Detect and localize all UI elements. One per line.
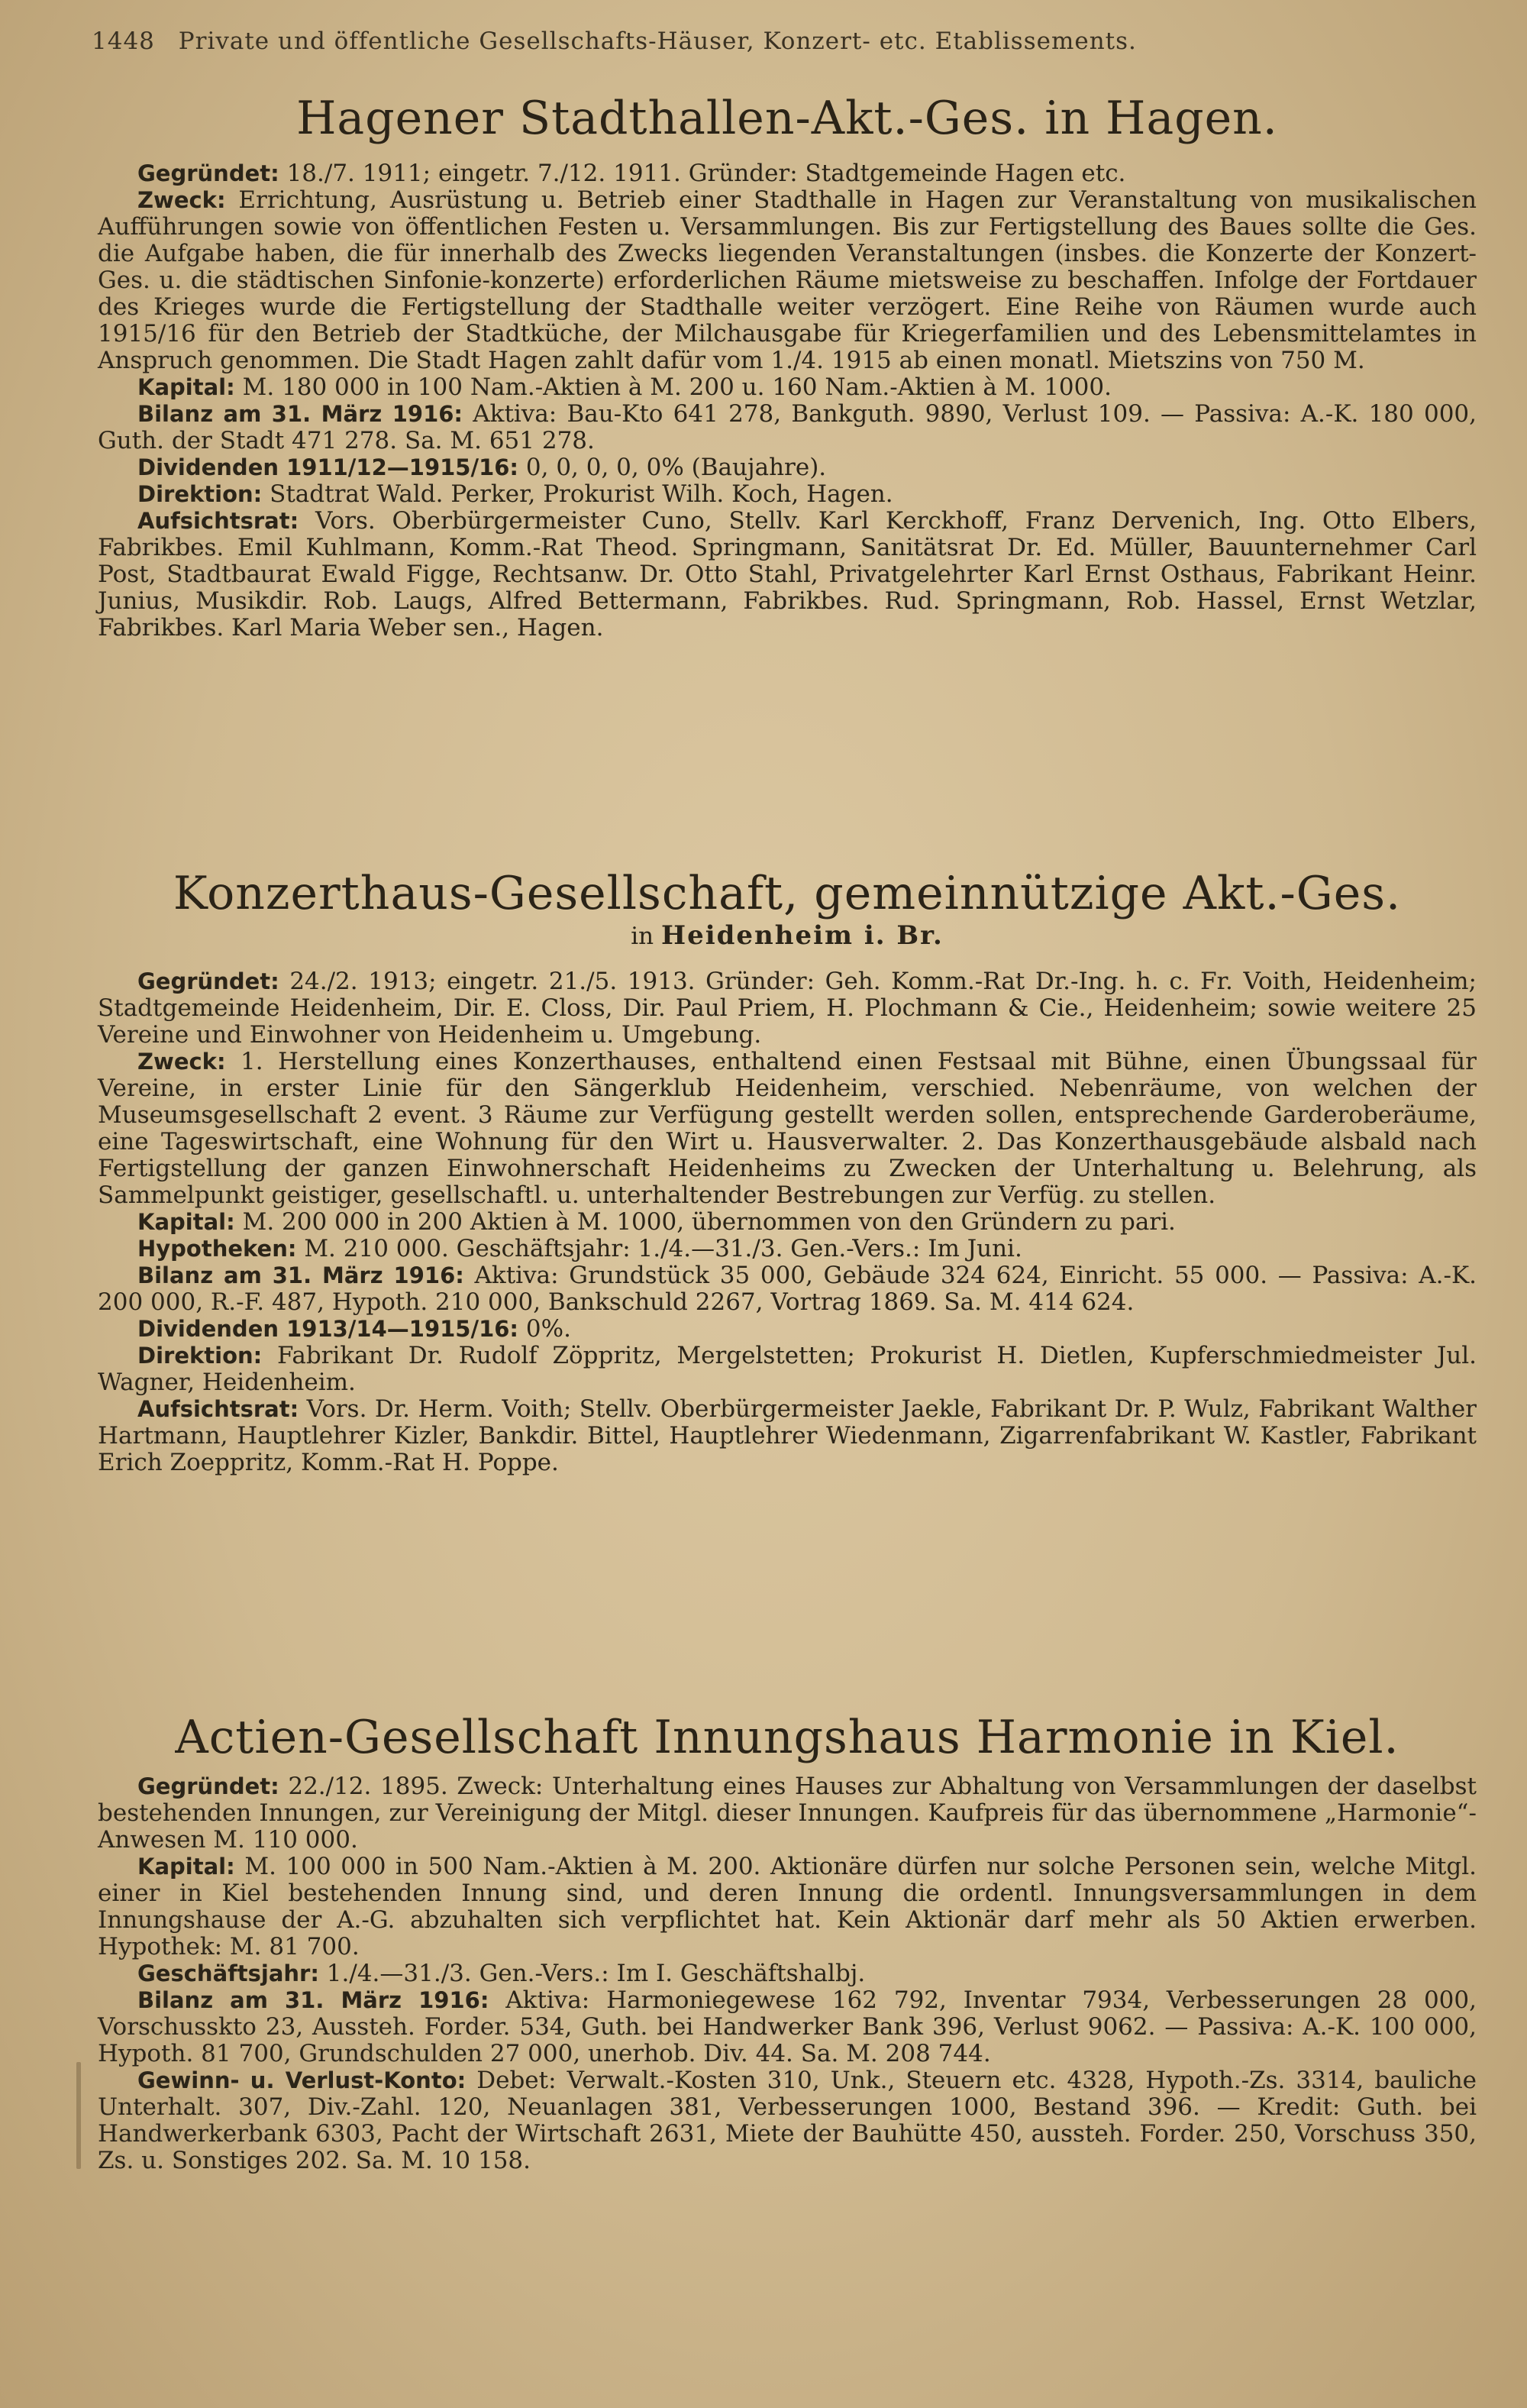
entry-paragraph bbox=[98, 1262, 1477, 1316]
field-label: Kapital: bbox=[137, 1854, 235, 1880]
field-label: Bilanz am 31. März 1916: bbox=[137, 1987, 489, 2013]
entry-paragraph bbox=[98, 968, 1477, 1049]
field-text: 1. Herstellung eines Konzerthauses, enthaltend einen Festsaal mit Bühne, einen Übungssaal für Vereine, in erster Linie für den Sängerklub Heidenheim, verschied. Nebenräume, von welchen der Museumsgesellschaft 2 event. 3 Räume zur Verfügung gestellt werden sollen, entsprechende Garderoberäume, eine Tageswirtschaft, eine Wohnung für den Wirt u. Hausverwalter. 2. Das Konzerthausgebäude alsbald nach Fertigstellung der ganzen Einwohnerschaft Heidenheims zu Zwecken der Unterhaltung u. Belehrung, als Sammelpunkt geistiger, gesellschaftl. u. unterhaltender Bestrebungen zur Verfüg. zu stellen. bbox=[98, 1048, 1477, 1209]
field-text: M. 180 000 in 100 Nam.-Aktien à M. 200 u. 160 Nam.-Aktien à M. 1000. bbox=[242, 373, 1112, 401]
entry-location bbox=[98, 920, 1477, 951]
entry-paragraph bbox=[98, 187, 1477, 374]
field-text: 0, 0, 0, 0, 0% (Baujahre). bbox=[525, 454, 827, 481]
field-text: Fabrikant Dr. Rudolf Zöppritz, Mergelstetten; Prokurist H. Dietlen, Kupferschmiedmeister Jul. Wagner, Heidenheim. bbox=[98, 1342, 1477, 1396]
field-label: Zweck: bbox=[137, 187, 226, 213]
location-name: Heidenheim i. Br. bbox=[660, 920, 944, 951]
margin-pencil-mark bbox=[76, 2062, 81, 2169]
running-title: Private und öffentliche Gesellschafts-Häuser, Konzert- etc. Etablissements. bbox=[178, 27, 1137, 55]
field-text: 1./4.—31./3. Gen.-Vers.: Im I. Geschäftshalbj. bbox=[326, 1960, 866, 1987]
field-text: 18./7. 1911; eingetr. 7./12. 1911. Gründer: Stadtgemeinde Hagen etc. bbox=[286, 160, 1126, 187]
location-prefix: in bbox=[631, 923, 654, 950]
field-label: Gegründet: bbox=[137, 968, 279, 994]
field-text: M. 200 000 in 200 Aktien à M. 1000, übernommen von den Gründern zu pari. bbox=[242, 1208, 1176, 1236]
field-text: 22./12. 1895. Zweck: Unterhaltung eines Hauses zur Abhaltung von Versammlungen der daselbst bestehenden Innungen, zur Vereinigung der Mitgl. dieser Innungen. Kaufpreis für das übernommene „Harmonie“-Anwesen M. 110 000. bbox=[98, 1773, 1477, 1854]
entry-paragraph bbox=[98, 454, 1477, 481]
entry-title-heidenheim: Konzerthaus-Gesellschaft, gemeinnützige Akt.-Ges. bbox=[173, 867, 1402, 920]
field-text: Aktiva: Harmoniegewese 162 792, Inventar 7934, Verbesserungen 28 000, Vorschusskto 23, Aussteh. Forder. 534, Guth. bei Handwerker Bank 396, Verlust 9062. — Passiva: A.-K. 100 000, Hypoth. 81 700, Grundschulden 27 000, unerhob. Div. 44. Sa. M. 208 744. bbox=[98, 1986, 1477, 2067]
field-label: Geschäftsjahr: bbox=[137, 1960, 319, 1986]
entry-paragraph bbox=[98, 1987, 1477, 2067]
entry-paragraph bbox=[98, 1960, 1477, 1987]
entry-title-kiel: Actien-Gesellschaft Innungshaus Harmonie in Kiel. bbox=[175, 1711, 1399, 1764]
entry-paragraph bbox=[98, 508, 1477, 642]
running-header bbox=[92, 27, 1137, 55]
entry-paragraph bbox=[98, 1396, 1477, 1476]
field-text: Vors. Dr. Herm. Voith; Stellv. Oberbürgermeister Jaekle, Fabrikant Dr. P. Wulz, Fabrikant Walther Hartmann, Hauptlehrer Kizler, Bankdir. Bittel, Hauptlehrer Wiedenmann, Zigarrenfabrikant W. Kastler, Fabrikant Erich Zoeppritz, Komm.-Rat H. Poppe. bbox=[98, 1395, 1477, 1476]
entry-body-hagen bbox=[98, 160, 1477, 642]
entry-paragraph bbox=[98, 160, 1477, 187]
field-label: Direktion: bbox=[137, 1343, 263, 1369]
field-text: Vors. Oberbürgermeister Cuno, Stellv. Karl Kerckhoff, Franz Dervenich, Ing. Otto Elbers, Fabrikbes. Emil Kuhlmann, Komm.-Rat Theod. Springmann, Sanitätsrat Dr. Ed. Müller, Bauunternehmer Carl Post, Stadtbaurat Ewald Figge, Rechtsanw. Dr. Otto Stahl, Privatgelehrter Karl Ernst Osthaus, Fabrikant Heinr. Junius, Musikdir. Rob. Laugs, Alfred Bettermann, Fabrikbes. Rud. Springmann, Rob. Hassel, Ernst Wetzlar, Fabrikbes. Karl Maria Weber sen., Hagen. bbox=[98, 507, 1477, 642]
entry-paragraph bbox=[98, 481, 1477, 508]
field-label: Bilanz am 31. März 1916: bbox=[137, 401, 463, 427]
field-label: Aufsichtsrat: bbox=[137, 508, 299, 534]
entry-paragraph bbox=[98, 1316, 1477, 1343]
field-text: Stadtrat Wald. Perker, Prokurist Wilh. Koch, Hagen. bbox=[270, 480, 893, 508]
entry-body-kiel bbox=[98, 1773, 1477, 2174]
field-label: Kapital: bbox=[137, 1209, 235, 1235]
entry-paragraph bbox=[98, 1343, 1477, 1396]
entry-paragraph bbox=[98, 401, 1477, 454]
entry-paragraph bbox=[98, 1236, 1477, 1262]
field-text: Aktiva: Bau-Kto 641 278, Bankguth. 9890, Verlust 109. — Passiva: A.-K. 180 000, Guth. der Stadt 471 278. Sa. M. 651 278. bbox=[98, 400, 1477, 454]
field-label: Gewinn- u. Verlust-Konto: bbox=[137, 2067, 466, 2093]
field-label: Gegründet: bbox=[137, 160, 279, 186]
field-label: Dividenden 1913/14—1915/16: bbox=[137, 1316, 519, 1342]
field-label: Dividenden 1911/12—1915/16: bbox=[137, 454, 519, 480]
field-text: M. 210 000. Geschäftsjahr: 1./4.—31./3. Gen.-Vers.: Im Juni. bbox=[304, 1235, 1022, 1262]
entry-title-hagen: Hagener Stadthallen-Akt.-Ges. in Hagen. bbox=[296, 92, 1278, 145]
entry-body-heidenheim bbox=[98, 968, 1477, 1476]
entry-paragraph bbox=[98, 1854, 1477, 1960]
field-text: 0%. bbox=[525, 1315, 571, 1343]
entry-paragraph bbox=[98, 374, 1477, 401]
field-label: Gegründet: bbox=[137, 1773, 279, 1799]
entry-paragraph bbox=[98, 1773, 1477, 1854]
field-label: Zweck: bbox=[137, 1049, 226, 1075]
page-number: 1448 bbox=[92, 27, 155, 55]
field-text: M. 100 000 in 500 Nam.-Aktien à M. 200. Aktionäre dürfen nur solche Personen sein, welche Mitgl. einer in Kiel bestehenden Innung sind, und deren Innung die ordentl. Innungsversammlungen in dem Innungshause der A.-G. abzuhalten sich verpflichtet hat. Kein Aktionär darf mehr als 50 Aktien erwerben. Hypothek: M. 81 700. bbox=[98, 1853, 1477, 1960]
field-text: Errichtung, Ausrüstung u. Betrieb einer Stadthalle in Hagen zur Veranstaltung von musikalischen Aufführungen sowie von öffentlichen Festen u. Versammlungen. Bis zur Fertigstellung des Baues sollte die Ges. die Aufgabe haben, die für innerhalb des Zwecks liegenden Veranstaltungen (insbes. die Konzerte der Konzert-Ges. u. die städtischen Sinfonie-konzerte) erforderlichen Räume mietsweise zu beschaffen. Infolge der Fortdauer des Krieges wurde die Fertigstellung der Stadthalle weiter verzögert. Eine Reihe von Räumen wurde auch 1915/16 für den Betrieb der Stadtküche, der Milchausgabe für Kriegerfamilien und des Lebensmittelamtes in Anspruch genommen. Die Stadt Hagen zahlt dafür vom 1./4. 1915 ab einen monatl. Mietszins von 750 M. bbox=[98, 186, 1477, 374]
field-label: Kapital: bbox=[137, 374, 235, 400]
entry-paragraph bbox=[98, 1209, 1477, 1236]
field-label: Direktion: bbox=[137, 481, 263, 507]
entry-paragraph bbox=[98, 2067, 1477, 2174]
field-label: Aufsichtsrat: bbox=[137, 1396, 299, 1422]
field-text: Debet: Verwalt.-Kosten 310, Unk., Steuern etc. 4328, Hypoth.-Zs. 3314, bauliche Unterhalt. 307, Div.-Zahl. 120, Neuanlagen 381, Verbesserungen 1000, Bestand 396. — Kredit: Guth. bei Handwerkerbank 6303, Pacht der Wirtschaft 2631, Miete der Bauhütte 450, aussteh. Forder. 250, Vorschuss 350, Zs. u. Sonstiges 202. Sa. M. 10 158. bbox=[98, 2067, 1477, 2174]
field-text: Aktiva: Grundstück 35 000, Gebäude 324 624, Einricht. 55 000. — Passiva: A.-K. 200 000, R.-F. 487, Hypoth. 210 000, Bankschuld 2267, Vortrag 1869. Sa. M. 414 624. bbox=[98, 1262, 1477, 1316]
entry-paragraph bbox=[98, 1049, 1477, 1209]
field-label: Bilanz am 31. März 1916: bbox=[137, 1262, 464, 1288]
field-label: Hypotheken: bbox=[137, 1236, 297, 1262]
field-text: 24./2. 1913; eingetr. 21./5. 1913. Gründer: Geh. Komm.-Rat Dr.-Ing. h. c. Fr. Voith, Heidenheim; Stadtgemeinde Heidenheim, Dir. E. Closs, Dir. Paul Priem, H. Plochmann & Cie., Heidenheim; sowie weitere 25 Vereine und Einwohner von Heidenheim u. Umgebung. bbox=[98, 968, 1477, 1049]
